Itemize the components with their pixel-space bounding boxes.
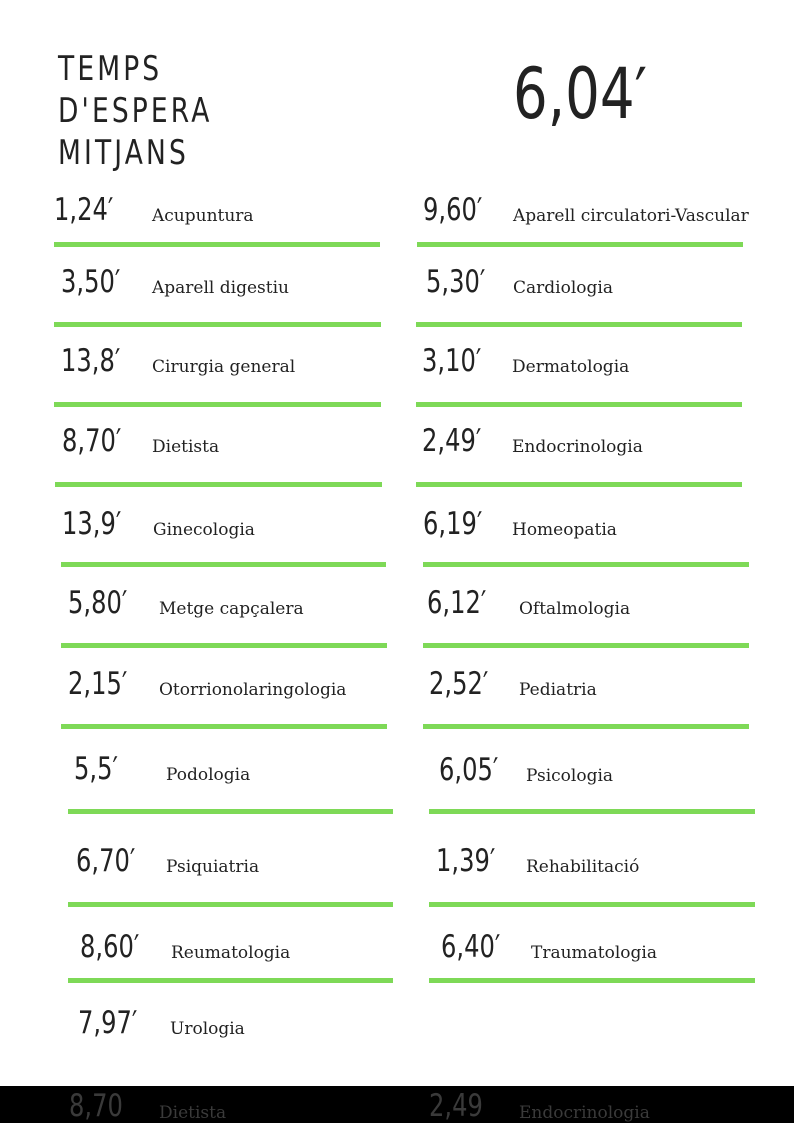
separator-bar [54, 402, 381, 407]
wait-time-value: 5,80′ [68, 585, 128, 621]
specialty-label: Rehabilitació [526, 857, 640, 877]
wait-time-value: 6,12′ [427, 585, 487, 621]
wait-time-value: 9,60′ [423, 192, 483, 228]
wait-item [0, 666, 794, 702]
wait-time-value: 6,19′ [423, 506, 483, 542]
wait-time-value: 6,70′ [76, 843, 136, 879]
separator-bar [423, 562, 749, 567]
specialty-label: Urologia [170, 1019, 245, 1039]
wait-item [0, 929, 794, 965]
footer-left-value: 8,70 [69, 1088, 123, 1123]
footer-right-value: 2,49 [429, 1088, 483, 1123]
wait-item [0, 264, 794, 300]
average-wait-time: 6,04′ [513, 53, 647, 135]
specialty-label: Dermatologia [512, 357, 630, 377]
wait-item [0, 192, 794, 228]
specialty-label: Cirurgia general [152, 357, 296, 377]
separator-bar [416, 402, 742, 407]
wait-time-value: 5,5′ [74, 751, 118, 787]
footer-right-label: Endocrinologia [519, 1103, 650, 1123]
wait-time-value: 1,39′ [436, 843, 496, 879]
wait-time-value: 2,49′ [422, 423, 482, 459]
separator-bar [429, 902, 755, 907]
specialty-label: Pediatria [519, 680, 597, 700]
specialty-label: Psicologia [526, 766, 614, 786]
separator-bar [61, 643, 387, 648]
wait-item [0, 752, 794, 788]
specialty-label: Dietista [152, 437, 220, 457]
specialty-label: Cardiologia [513, 278, 613, 298]
wait-time-value: 13,8′ [61, 343, 121, 379]
specialty-label: Aparell circulatori-Vascular [513, 206, 749, 226]
wait-item [0, 423, 794, 459]
wait-time-value: 8,60′ [80, 929, 140, 965]
separator-bar [417, 242, 743, 247]
wait-time-value: 8,70′ [62, 423, 122, 459]
separator-bar [429, 978, 755, 983]
wait-item [0, 585, 794, 621]
wait-time-value: 1,24′ [54, 192, 114, 228]
wait-item [0, 1005, 794, 1041]
separator-bar [61, 562, 386, 567]
wait-item [0, 506, 794, 542]
specialty-label: Psiquiatria [166, 857, 260, 877]
specialty-label: Ginecologia [153, 520, 255, 540]
separator-bar [416, 322, 742, 327]
specialty-label: Endocrinologia [512, 437, 643, 457]
specialty-label: Aparell digestiu [152, 278, 289, 298]
wait-time-value: 2,15′ [68, 666, 128, 702]
separator-bar [416, 482, 742, 487]
wait-time-value: 7,97′ [78, 1005, 138, 1041]
specialty-label: Reumatologia [171, 943, 291, 963]
specialty-label: Metge capçalera [159, 599, 304, 619]
footer-left-label: Dietista [159, 1103, 227, 1123]
separator-bar [423, 724, 749, 729]
wait-time-value: 6,40′ [441, 929, 501, 965]
specialty-label: Oftalmologia [519, 599, 631, 619]
specialty-label: Acupuntura [152, 206, 254, 226]
wait-time-value: 3,10′ [422, 343, 482, 379]
wait-time-value: 6,05′ [439, 752, 499, 788]
separator-bar [54, 242, 380, 247]
specialty-label: Traumatologia [531, 943, 657, 963]
wait-item [0, 343, 794, 379]
wait-time-value: 13,9′ [62, 506, 122, 542]
separator-bar [423, 643, 749, 648]
page-title: TEMPS D'ESPERA MITJANS [58, 49, 213, 173]
specialty-label: Homeopatia [512, 520, 617, 540]
footer-strip [0, 1086, 794, 1123]
wait-time-value: 5,30′ [426, 264, 486, 300]
specialty-label: Podologia [166, 765, 251, 785]
separator-bar [61, 724, 387, 729]
wait-time-value: 3,50′ [61, 264, 121, 300]
separator-bar [68, 809, 393, 814]
separator-bar [54, 322, 381, 327]
specialty-label: Otorrionolaringologia [159, 680, 347, 700]
separator-bar [68, 978, 393, 983]
separator-bar [68, 902, 393, 907]
wait-time-value: 2,52′ [429, 666, 489, 702]
separator-bar [429, 809, 755, 814]
wait-item [0, 843, 794, 879]
separator-bar [55, 482, 382, 487]
